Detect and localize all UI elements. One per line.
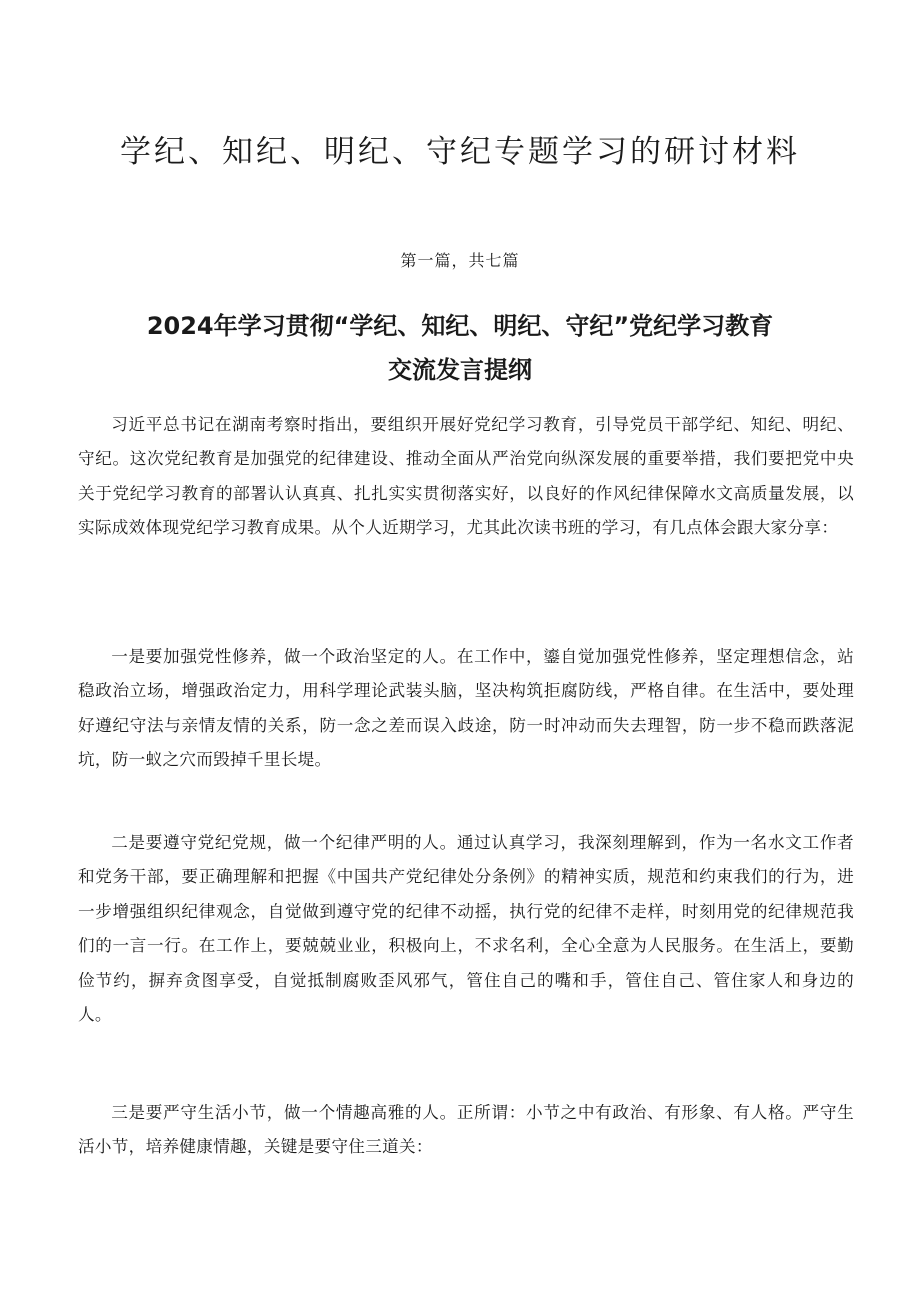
- part-label: 第一篇，共七篇: [400, 251, 520, 270]
- paragraph-intro: 习近平总书记在湖南考察时指出，要组织开展好党纪学习教育，引导党员干部学纪、知纪、明纪、守纪。这次党纪教育是加强党的纪律建设、推动全面从严治党向纵深发展的重要举措，我们要把党中央关于党纪学习教育的部署认认真真、扎扎实实贯彻落实好，以良好的作风纪律保障水文高质量发展，以实际成效体现党纪学习教育成果。从个人近期学习，尤其此次读书班的学习，有几点体会跟大家分享：: [78, 415, 854, 538]
- subtitle-line-2: 交流发言提纲: [388, 356, 532, 384]
- subtitle-line-1: 2024年学习贯彻“学纪、知纪、明纪、守纪”党纪学习教育: [146, 312, 774, 340]
- subtitle: [0, 304, 920, 392]
- paragraph-point-three: 三是要严守生活小节，做一个情趣高雅的人。正所谓：小节之中有政治、有形象、有人格。严守生活小节，培养健康情趣，关键是要守住三道关：: [78, 1103, 854, 1157]
- paragraph-point-two: 二是要遵守党纪党规，做一个纪律严明的人。通过认真学习，我深刻理解到，作为一名水文工作者和党务干部，要正确理解和把握《中国共产党纪律处分条例》的精神实质，规范和约束我们的行为，进一步增强组织纪律观念，自觉做到遵守党的纪律不动摇，执行党的纪律不走样，时刻用党的纪律规范我们的一言一行。在工作上，要兢兢业业，积极向上，不求名利，全心全意为人民服务。在生活上，要勤俭节约，摒弃贪图享受，自觉抵制腐败歪风邪气，管住自己的嘴和手，管住自己、管住家人和身边的人。: [78, 833, 854, 1025]
- document-title: 学纪、知纪、明纪、守纪专题学习的研讨材料: [120, 134, 800, 170]
- paragraph-point-one: 一是要加强党性修养，做一个政治坚定的人。在工作中，鎏自觉加强党性修养，坚定理想信念，站稳政治立场，增强政治定力，用科学理论武装头脑，坚决构筑拒腐防线，严格自律。在生活中，要处理好遵纪守法与亲情友情的关系，防一念之差而误入歧途，防一时冲动而失去理智，防一步不稳而跌落泥坑，防一蚁之穴而毁掉千里长堤。: [78, 647, 854, 770]
